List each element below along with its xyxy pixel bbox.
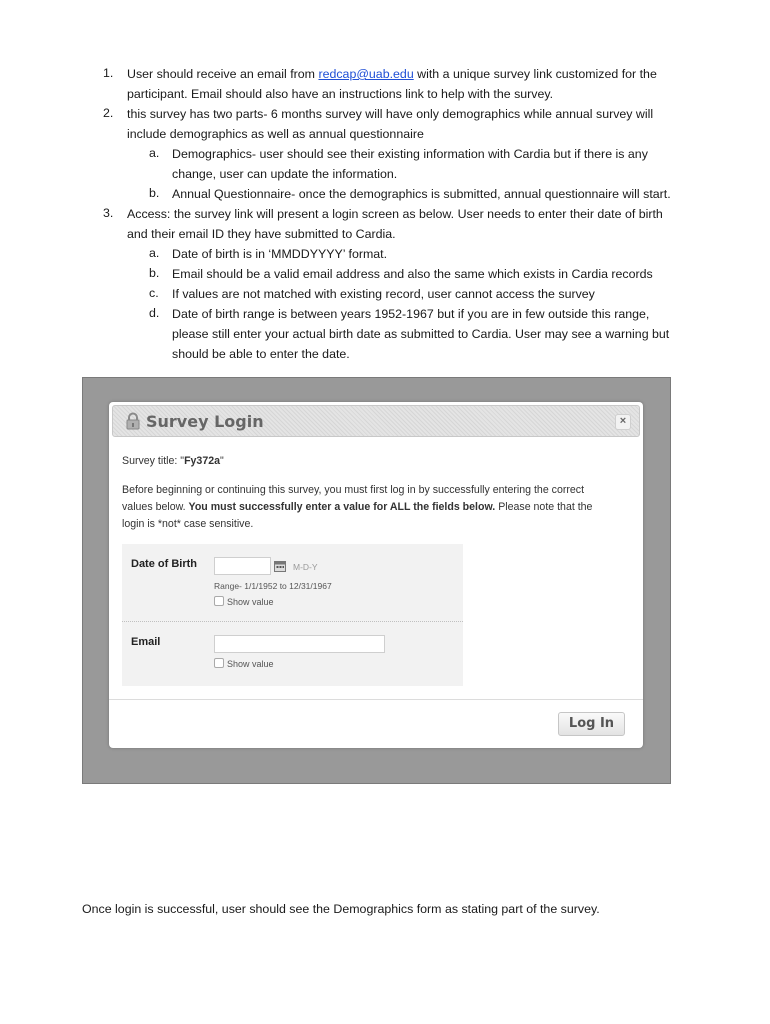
login-form bbox=[122, 544, 463, 686]
dialog-title: Survey Login bbox=[146, 412, 264, 431]
calendar-icon[interactable] bbox=[274, 560, 286, 572]
sublist-letter: b. bbox=[149, 266, 160, 280]
dob-range: Range- 1/1/1952 to 12/31/1967 bbox=[214, 581, 332, 591]
email-link[interactable]: redcap@uab.edu bbox=[318, 67, 414, 81]
intro-line-2 bbox=[122, 501, 592, 513]
text: with a unique survey link customized for the bbox=[413, 67, 657, 81]
text: User should receive an email from bbox=[127, 67, 319, 81]
divider bbox=[122, 621, 463, 622]
dob-input[interactable] bbox=[214, 557, 271, 575]
email-show-value-label: Show value bbox=[227, 659, 274, 669]
dob-label: Date of Birth bbox=[131, 558, 197, 570]
list-item-1-line-2: participant. Email should also have an instructions link to help with the survey. bbox=[127, 87, 554, 101]
text: " bbox=[220, 455, 224, 467]
list-item-1-line-1 bbox=[127, 66, 657, 82]
sublist-letter: a. bbox=[149, 146, 160, 160]
login-button[interactable]: Log In bbox=[558, 712, 625, 736]
list-item-3c-line-1: If values are not matched with existing record, user cannot access the survey bbox=[172, 287, 595, 301]
close-icon[interactable]: × bbox=[615, 414, 631, 430]
list-item-2a-line-2: change, user can update the information. bbox=[172, 167, 398, 181]
list-item-3d-line-2: please still enter your actual birth date as submitted to Cardia. User may see a warning but bbox=[172, 327, 670, 341]
list-item-2b-line-1: Annual Questionnaire- once the demographics is submitted, annual questionnaire will start. bbox=[172, 187, 671, 201]
sublist-letter: c. bbox=[149, 286, 159, 300]
list-item-3d-line-3: should be able to enter the date. bbox=[172, 347, 350, 361]
lock-icon bbox=[124, 412, 142, 430]
list-number: 3. bbox=[103, 206, 114, 220]
sublist-letter: a. bbox=[149, 246, 160, 260]
list-item-3a-line-1: Date of birth is in ‘MMDDYYYY’ format. bbox=[172, 247, 388, 261]
sublist-letter: b. bbox=[149, 186, 160, 200]
sublist-letter: d. bbox=[149, 306, 160, 320]
survey-login-dialog bbox=[109, 402, 643, 748]
list-number: 1. bbox=[103, 66, 114, 80]
closing-paragraph: Once login is successful, user should see the Demographics form as stating part of the survey. bbox=[82, 902, 600, 916]
text: Please note that the bbox=[495, 501, 593, 513]
dob-show-value-checkbox[interactable] bbox=[214, 596, 224, 606]
list-item-2-line-1: this survey has two parts- 6 months survey will have only demographics while annual survey will bbox=[127, 107, 654, 121]
list-item-3d-line-1: Date of birth range is between years 1952-1967 but if you are in few outside this range, bbox=[172, 307, 650, 321]
email-input[interactable] bbox=[214, 635, 385, 653]
list-item-3-line-2: and their email ID they have submitted to Cardia. bbox=[127, 227, 396, 241]
text: Survey title: " bbox=[122, 455, 185, 467]
list-item-2-line-2: include demographics as well as annual questionnaire bbox=[127, 127, 424, 141]
intro-line-1: Before beginning or continuing this survey, you must first log in by successfully entering the correct bbox=[122, 484, 585, 496]
intro-line-3: login is *not* case sensitive. bbox=[122, 518, 254, 530]
survey-name: Fy372a bbox=[184, 455, 220, 467]
dob-format-hint: M-D-Y bbox=[293, 562, 318, 572]
list-item-3-line-1: Access: the survey link will present a login screen as below. User needs to enter their date of birth bbox=[127, 207, 663, 221]
email-show-value-checkbox[interactable] bbox=[214, 658, 224, 668]
survey-title bbox=[122, 455, 224, 467]
text-bold: You must successfully enter a value for ALL the fields below. bbox=[188, 501, 496, 513]
dialog-footer-divider bbox=[109, 699, 643, 700]
email-label: Email bbox=[131, 636, 161, 648]
list-item-2a-line-1: Demographics- user should see their existing information with Cardia but if there is any bbox=[172, 147, 648, 161]
list-item-3b-line-1: Email should be a valid email address and also the same which exists in Cardia records bbox=[172, 267, 653, 281]
text: values below. bbox=[122, 501, 189, 513]
dob-show-value-label: Show value bbox=[227, 597, 274, 607]
list-number: 2. bbox=[103, 106, 114, 120]
dialog-titlebar bbox=[112, 405, 640, 437]
